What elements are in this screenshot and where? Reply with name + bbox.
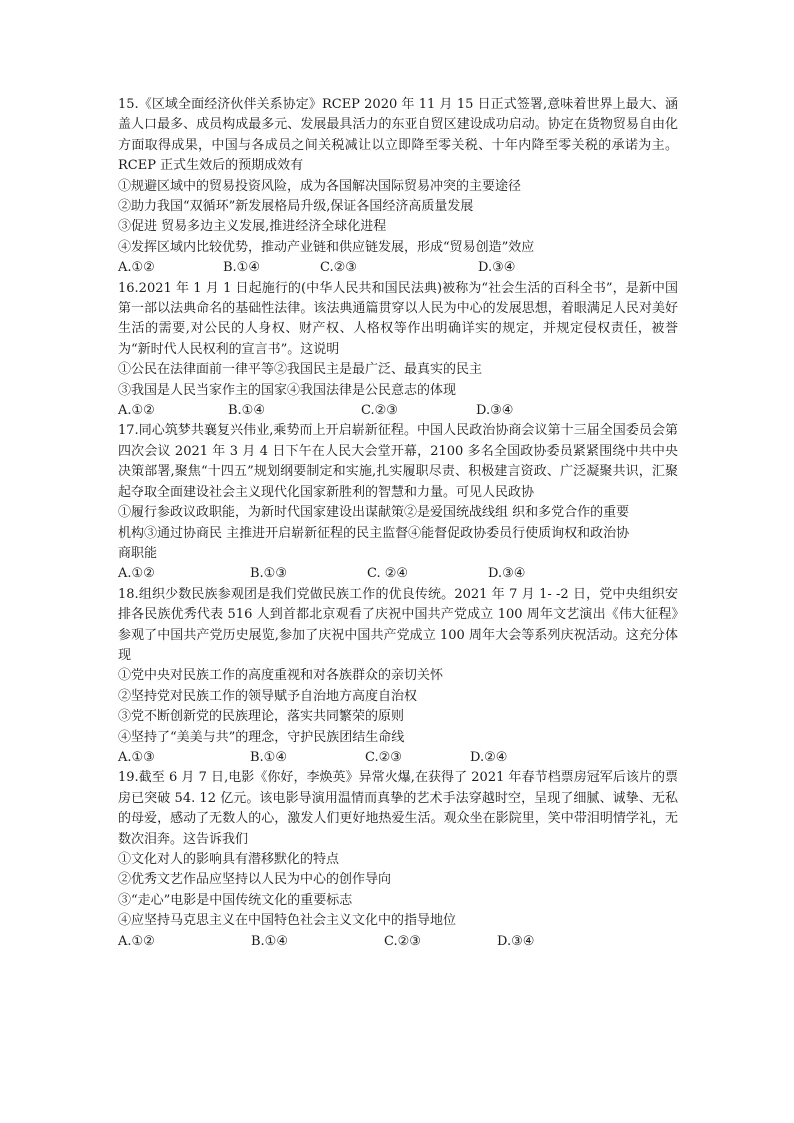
- answer-d: D.③④: [488, 566, 526, 582]
- option-line-2: 机构③通过协商民 主推进开启崭新征程的民主监督④能督促政协委员行使质询权和政治协: [118, 525, 630, 541]
- option-1: ①文化对人的影响具有潜移默化的特点: [118, 851, 340, 867]
- option-2: ②助力我国“双循环”新发展格局升级,保证各国经济高质量发展: [118, 199, 474, 215]
- answer-d: D.③④: [478, 260, 516, 276]
- option-4: ④应坚持马克思主义在中国特色社会主义文化中的指导地位: [118, 913, 457, 929]
- option-line-2: ③我国是人民当家作主的国家④我国法律是公民意志的体现: [118, 382, 457, 398]
- question-17: [118, 421, 678, 584]
- answer-b: B.①④: [251, 933, 288, 949]
- question-stem: 17.同心筑梦共襄复兴伟业,乘势而上开启崭新征程。中国人民政治协商会议第十三届全国委员会第四次会议 2021 年 3 月 4 日下午在人民大会堂开幕，2100 多名全国政协委员紧紧围绕中共中央决策部署,聚焦“十四五”规划纲要制定和实施,扎实履职尽责、积极建言资政、广泛凝聚共识，汇聚起夺取全面建设社会主义现代化国家新胜利的智慧和力量。可见人民政协: [118, 423, 678, 500]
- answer-choices: [118, 564, 678, 584]
- option-4: ④发挥区域内比较优势，推动产业链和供应链发展，形成“贸易创造”效应: [118, 239, 535, 255]
- answer-b: B.①④: [250, 749, 287, 765]
- question-16: [118, 279, 678, 422]
- option-line-1: ①履行参政议政职能，为新时代国家建设出谋献策②是爱国统战线组 织和多党合作的重要: [118, 505, 630, 521]
- option-2: ②坚持党对民族工作的领导赋予自治地方高度自治权: [118, 688, 418, 704]
- answer-a: A.①②: [118, 933, 155, 949]
- option-1: ①规避区域中的贸易投资风险，成为各国解决国际贸易冲突的主要途径: [118, 178, 522, 194]
- question-stem: 18.组织少数民族参观团是我们党做民族工作的优良传统。2021 年 7 月 1- -2 日，党中央组织安排各民族优秀代表 516 人到首都北京观看了庆祝中国共产党成立 100 周年文艺演出《伟大征程》参观了中国共产党历史展览,参加了庆祝中国共产党成立 100 周年大会等系列庆祝活动。这充分体现: [118, 586, 678, 663]
- exam-page: [118, 95, 678, 952]
- option-line-1: ①公民在法律面前一律平等②我国民主是最广泛、最真实的民主: [118, 362, 483, 378]
- question-stem: 16.2021 年 1 月 1 日起施行的(中华人民共和国民法典)被称为“社会生活的百科全书”，是新中国第一部以法典命名的基础性法律。该法典通篇贯穿以人民为中心的发展思想，着眼满足人民对美好生活的需要,对公民的人身权、财产权、人格权等作出明确详实的规定，并规定侵权责任，被誉为“新时代人民权利的宣言书”。这说明: [118, 280, 678, 357]
- option-line-3: 商职能: [118, 545, 158, 561]
- answer-a: A.①②: [118, 566, 155, 582]
- answer-choices: [118, 258, 678, 278]
- option-3: ③促进 贸易多边主义发展,推进经济全球化进程: [118, 219, 387, 235]
- answer-a: A.①②: [118, 260, 155, 276]
- question-15: [118, 95, 678, 279]
- question-18: [118, 585, 678, 769]
- answer-c: C. ②④: [367, 566, 409, 582]
- answer-c: C.②③: [384, 933, 421, 949]
- answer-c: C.②③: [320, 260, 357, 276]
- answer-d: D.③④: [476, 403, 514, 419]
- answer-b: B.①④: [223, 260, 260, 276]
- option-1: ①党中央对民族工作的高度重视和对各族群众的亲切关怀: [118, 668, 444, 684]
- option-2: ②优秀文艺作品应坚持以人民为中心的创作导向: [118, 872, 392, 888]
- answer-c: C.②③: [361, 403, 398, 419]
- answer-choices: [118, 932, 678, 952]
- answer-a: A.①②: [118, 403, 155, 419]
- question-stem: 15.《区域全面经济伙伴关系协定》RCEP 2020 年 11 月 15 日正式签署,意味着世界上最大、涵盖人口最多、成员构成最多元、发展最具活力的东亚自贸区建设成功启动。协定在货物贸易自由化方面取得成果，中国与各成员之间关税减让以立即降至零关税、十年内降至零关税的承诺为主。RCEP 正式生效后的预期成效有: [118, 97, 678, 174]
- question-stem: 19.截至 6 月 7 日,电影《你好，李焕英》异常火爆,在获得了 2021 年春节档票房冠军后该片的票房已突破 54. 12 亿元。该电影导演用温情而真挚的艺术手法穿越时空，呈现了细腻、诚挚、无私的母爱，感动了无数人的心，激发人们更好地热爱生活。观众坐在影院里，笑中带泪明情学礼，无数次泪奔。这告诉我们: [118, 770, 678, 847]
- answer-b: B.①④: [228, 403, 265, 419]
- answer-choices: [118, 401, 678, 421]
- answer-b: B.①③: [250, 566, 287, 582]
- option-4: ④坚持了“美美与共”的理念，守护民族团结生命线: [118, 729, 405, 745]
- option-3: ③“走心”电影是中国传统文化的重要标志: [118, 892, 353, 908]
- option-3: ③党不断创新党的民族理论，落实共同繁荣的原则: [118, 709, 405, 725]
- answer-d: D.②④: [470, 749, 508, 765]
- answer-choices: [118, 748, 678, 768]
- answer-c: C.②③: [365, 749, 402, 765]
- answer-a: A.①③: [118, 749, 155, 765]
- answer-d: D.③④: [497, 933, 535, 949]
- question-19: [118, 768, 678, 952]
